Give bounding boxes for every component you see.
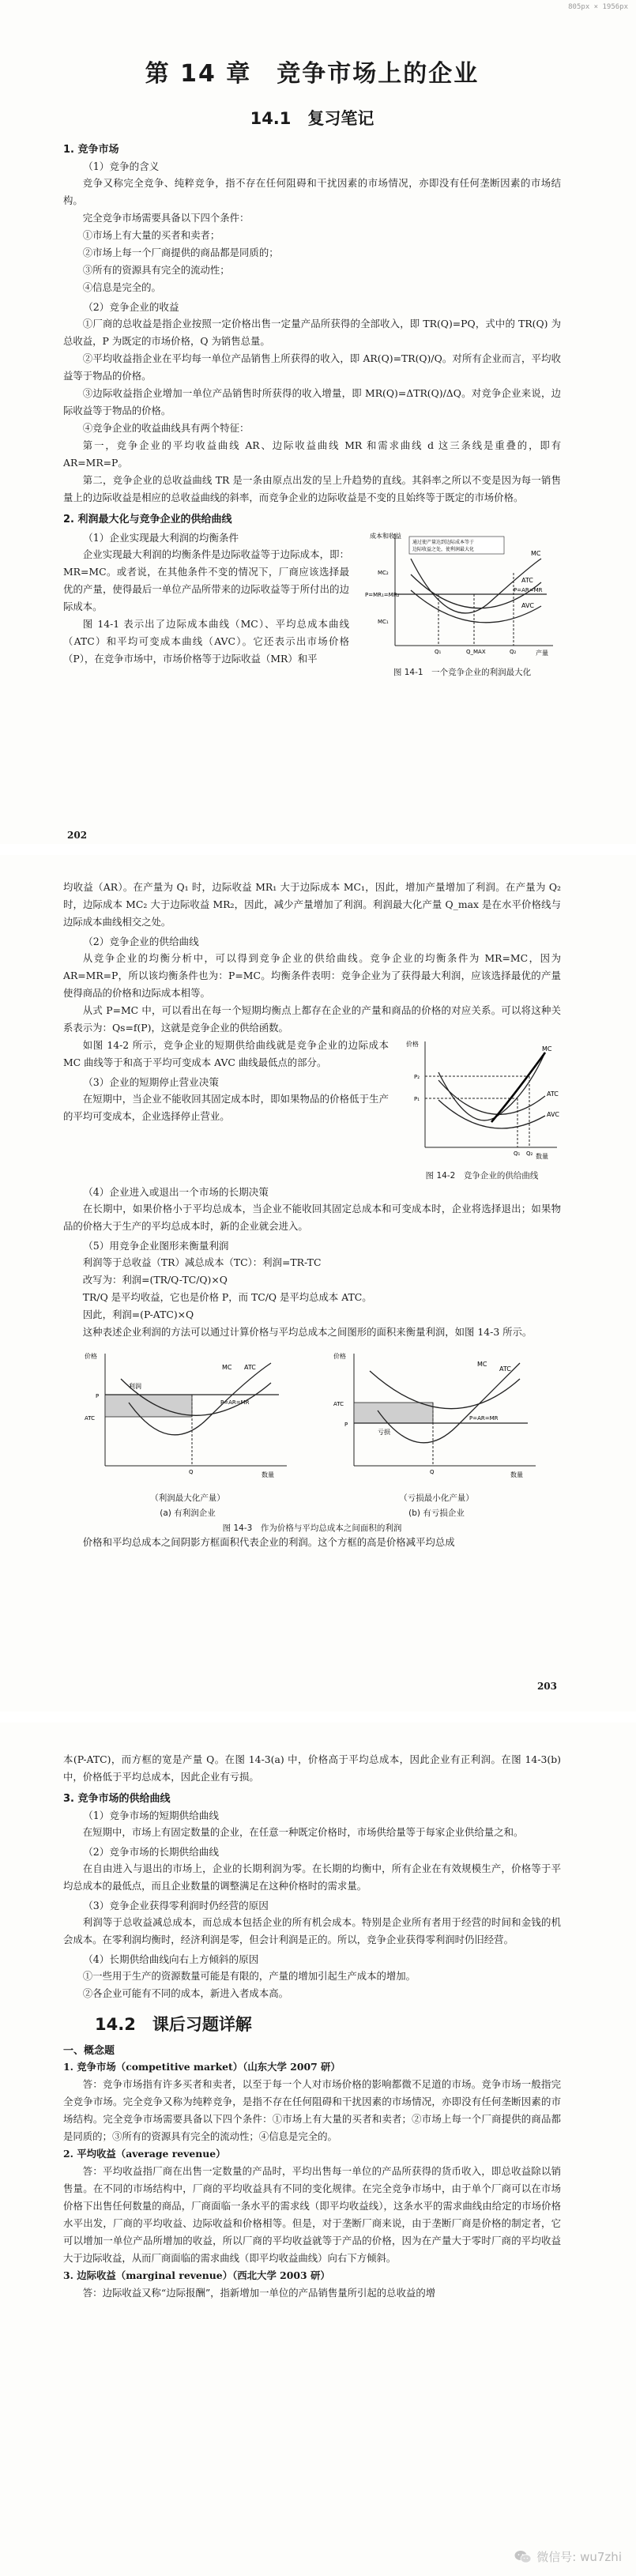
paragraph-fig1-description: 图 14-1 表示出了边际成本曲线（MC）、平均总成本曲线（ATC）和平均可变成本曲线（AVC）。它还表示出市场价格（P），在竞争市场中，市场价格等于边际收益（MR）和平 xyxy=(63,618,349,665)
figure-14-1-caption: 图 14-1 一个竞争企业的利润最大化 xyxy=(393,668,532,677)
profit-max-graph xyxy=(363,527,561,660)
condition-4: ④信息是完全的。 xyxy=(82,281,161,293)
svg-text:数量: 数量 xyxy=(261,1471,274,1478)
svg-text:P=AR=MR: P=AR=MR xyxy=(220,1399,250,1406)
svg-text:MC: MC xyxy=(542,1045,552,1053)
concept-1-term: 1. 竞争市场（competitive market）（山东大学 2007 研） xyxy=(63,2061,341,2073)
paragraph-profit-condition: 企业实现最大利润的均衡条件是边际收益等于边际成本，即：MR=MC。或者说，在其他条件不变的情况下，厂商应该选择最优的产量，使得最后一单位产品所带来的边际收益等于所付出的边际成本。 xyxy=(63,548,349,612)
svg-text:数量: 数量 xyxy=(510,1471,523,1478)
svg-text:MC: MC xyxy=(476,1361,487,1368)
paragraph-supply-2: 从式 P=MC 中，可以看出在每一个短期均衡点上都存在企业的产量和商品的价格的对应关系。可以将这种关系表示为：Qs=f(P)，这就是竞争企业的供给函数。 xyxy=(63,1004,561,1034)
paragraph-profit-eq-1: 利润等于总收益（TR）减总成本（TC）：利润=TR-TC xyxy=(82,1256,322,1268)
svg-text:MC: MC xyxy=(221,1364,231,1371)
section-title-review: 14.1 复习笔记 xyxy=(250,109,374,128)
svg-text:Q: Q xyxy=(429,1469,435,1475)
svg-text:P: P xyxy=(95,1393,99,1399)
heading-upward-slope: （4）长期供给曲线向右上方倾斜的原因 xyxy=(83,1953,259,1965)
section-title-exercises: 14.2 课后习题详解 xyxy=(95,2015,252,2034)
svg-text:边际收益之处，使利润最大化: 边际收益之处，使利润最大化 xyxy=(412,547,475,552)
svg-text:Q₂: Q₂ xyxy=(526,1151,533,1157)
svg-text:通过使产量达到边际成本等于: 通过使产量达到边际成本等于 xyxy=(412,540,475,545)
heading-short-run-supply: （1）竞争市场的短期供给曲线 xyxy=(83,1810,219,1821)
heading-firm-supply-curve: （2）竞争企业的供给曲线 xyxy=(83,936,199,947)
wechat-watermark xyxy=(514,2548,622,2565)
wechat-icon xyxy=(514,2550,532,2564)
svg-text:价格: 价格 xyxy=(406,1041,419,1048)
paragraph-entry-exit: 在长期中，如果价格小于平均总成本，当企业不能收回其固定总成本和可变成本时，企业将选择退出；如果物品的价格大于生产的平均总成本时，新的企业就会进入。 xyxy=(63,1203,561,1232)
heading-profit-max: （1）企业实现最大利润的均衡条件 xyxy=(83,532,239,544)
figure-14-3b-sub: （亏损最小化产量） xyxy=(399,1493,474,1503)
concept-1-answer: 答：竞争市场指有许多买者和卖者，以至于每一个人对市场价格的影响都微不足道的市场。竞争市场一般指完全竞争市场。完全竞争又称为纯粹竞争，是指不存在任何阻碍和干扰因素的市场情况，亦即没有任何垄断因素的市场结构。完全竞争市场需要具备以下四个条件：①市场上有大量的买者和卖者；②市场上每一个厂商提供的商品都是同质的；③所有的资源具有完全的流动性；④信息是完全的。 xyxy=(63,2078,561,2142)
figure-14-3 xyxy=(63,1347,561,1519)
textbook-page-204 xyxy=(0,1723,636,2576)
svg-text:P=AR=MR: P=AR=MR xyxy=(514,587,543,593)
paragraph-short-run: 在短期中，市场上有固定数量的企业，在任意一种既定价格时，市场供给量等于每家企业供给量之和。 xyxy=(82,1826,524,1838)
svg-text:MC₂: MC₂ xyxy=(378,570,389,576)
svg-text:AVC: AVC xyxy=(547,1111,560,1118)
svg-text:MC: MC xyxy=(531,550,541,557)
svg-text:AVC: AVC xyxy=(521,602,535,609)
svg-text:P=MR₁=MR₂: P=MR₁=MR₂ xyxy=(365,592,400,598)
svg-text:ATC: ATC xyxy=(547,1090,559,1098)
heading-long-run-supply: （2）竞争市场的长期供给曲线 xyxy=(83,1846,219,1858)
figure-14-2-caption: 图 14-2 竞争企业的供给曲线 xyxy=(425,1171,539,1181)
paragraph-profit-eq-5: 这种表述企业利润的方法可以通过计算价格与平均总成本之间图形的面积来衡量利润，如图 14-3 所示。 xyxy=(82,1326,533,1338)
svg-text:MC₁: MC₁ xyxy=(378,619,389,625)
figure-14-1 xyxy=(363,527,561,678)
heading-zero-profit: （3）竞争企业获得零利润时仍经营的原因 xyxy=(83,1900,269,1911)
svg-text:ATC: ATC xyxy=(521,577,533,584)
heading-meaning: （1）竞争的含义 xyxy=(83,160,160,172)
svg-text:ATC: ATC xyxy=(84,1415,95,1422)
concept-3-term: 3. 边际收益（marginal revenue）（西北大学 2003 研） xyxy=(63,2269,330,2281)
paragraph-slope-1: ①一些用于生产的资源数量可能是有限的，产量的增加引起生产成本的增加。 xyxy=(82,1970,416,1982)
heading-measure-profit: （5）用竞争企业图形来衡量利润 xyxy=(83,1240,229,1252)
paragraph-marginal-revenue: ③边际收益指企业增加一单位产品销售时所获得的收入增量，即 MR(Q)=ΔTR(Q)/ΔQ。对竞争企业来说，边际收益等于物品的价格。 xyxy=(63,387,561,416)
figure-14-3b-caption: (b) 有亏损企业 xyxy=(408,1508,465,1518)
paragraph-feature-1: 第一，竞争企业的平均收益曲线 AR、边际收益曲线 MR 和需求曲线 d 这三条线是重叠的，即有 AR=MR=P。 xyxy=(63,439,561,469)
svg-text:价格: 价格 xyxy=(333,1353,346,1360)
supply-curve-graph xyxy=(403,1037,561,1163)
paragraph-conditions: 完全竞争市场需要具备以下四个条件： xyxy=(82,212,250,224)
svg-text:产量: 产量 xyxy=(536,650,548,657)
svg-text:利润: 利润 xyxy=(128,1383,141,1390)
svg-text:Q₁: Q₁ xyxy=(435,649,442,655)
figure-14-3a-sub: （利润最大化产量） xyxy=(150,1493,225,1503)
figure-14-3a xyxy=(81,1347,295,1519)
textbook-page-203 xyxy=(0,855,636,1723)
paragraph-profit-eq-2: 改写为：利润=(TR/Q-TC/Q)×Q xyxy=(82,1274,228,1286)
svg-text:亏损: 亏损 xyxy=(377,1429,390,1436)
svg-text:ATC: ATC xyxy=(243,1364,256,1371)
paragraph-continuation: 均收益（AR）。在产量为 Q₁ 时，边际收益 MR₁ 大于边际成本 MC₁，因此，增加产量增加了利润。在产量为 Q₂ 时，边际成本 MC₂ 大于边际收益 MR₂，因此，减少产量增加了利润。利润最大化产量 Q_max 是在水平价格线与边际成本曲线相交之处。 xyxy=(63,881,561,928)
heading-entry-exit: （4）企业进入或退出一个市场的长期决策 xyxy=(83,1186,269,1198)
condition-1: ①市场上有大量的买者和卖者； xyxy=(82,229,220,241)
loss-graph xyxy=(330,1347,544,1486)
svg-text:P: P xyxy=(344,1422,348,1428)
page-gap xyxy=(0,844,636,855)
figure-14-2 xyxy=(403,1037,561,1181)
heading-competitive-market: 1. 竞争市场 xyxy=(63,144,119,156)
heading-profit-supply: 2. 利润最大化与竞争企业的供给曲线 xyxy=(63,514,232,525)
heading-revenue: （2）竞争企业的收益 xyxy=(83,301,179,313)
paragraph-slope-2: ②各企业可能有不同的成本，新进入者成本高。 xyxy=(82,1987,288,1999)
svg-text:P=AR=MR: P=AR=MR xyxy=(469,1415,499,1422)
svg-text:Q₂: Q₂ xyxy=(510,649,517,655)
heading-market-supply: 3. 竞争市场的供给曲线 xyxy=(63,1793,171,1805)
paragraph-average-revenue: ②平均收益指企业在平均每一单位产品销售上所获得的收入，即 AR(Q)=TR(Q)/Q。对所有企业而言，平均收益等于物品的价格。 xyxy=(63,352,561,382)
paragraph-feature-2: 第二，竞争企业的总收益曲线 TR 是一条由原点出发的呈上升趋势的直线。其斜率之所以不变是因为每一销售量上的边际收益是相应的总收益曲线的斜率，而竞争企业的边际收益是不变的且始终等于既定的市场价格。 xyxy=(63,474,561,503)
figure-14-3a-caption: (a) 有利润企业 xyxy=(160,1508,216,1518)
page-number: 203 xyxy=(536,1681,557,1692)
concept-3-answer: 答：边际收益又称“边际报酬”，指新增加一单位的产品销售量所引起的总收益的增 xyxy=(82,2287,436,2299)
heading-shutdown: （3）企业的短期停止营业决策 xyxy=(83,1076,219,1088)
svg-text:Q₁: Q₁ xyxy=(514,1151,521,1157)
paragraph-shutdown: 在短期中，当企业不能收回其固定成本时，即如果物品的价格低于生产的平均可变成本，企业选择停止营业。 xyxy=(63,1093,389,1122)
paragraph-long-run: 在自由进入与退出的市场上，企业的长期利润为零。在长期的均衡中，所有企业在有效规模生产，价格等于平均总成本的最低点，而且企业数量的调整满足在这种价格时的需求量。 xyxy=(63,1862,561,1892)
paragraph-zero-profit: 利润等于总收益减总成本，而总成本包括企业的所有机会成本。特别是企业所有者用于经营的时间和金钱的机会成本。在零利润均衡时，经济利润是零，但会计利润是正的。所以，竞争企业获得零利润时仍旧经营。 xyxy=(63,1916,561,1945)
svg-text:价格: 价格 xyxy=(84,1353,97,1360)
condition-2: ②市场上每一个厂商提供的商品都是同质的； xyxy=(82,247,279,258)
paragraph-after-figure: 价格和平均总成本之间阴影方框面积代表企业的利润。这个方框的高是价格减平均总成 xyxy=(82,1536,455,1548)
svg-text:Q_MAX: Q_MAX xyxy=(466,649,486,655)
paragraph-revenue-features: ④竞争企业的收益曲线具有两个特征： xyxy=(82,422,250,434)
figure-14-3b xyxy=(330,1347,544,1519)
chapter-title: 第 14 章 竞争市场上的企业 xyxy=(145,60,480,88)
paragraph-supply-1: 从竞争企业的均衡分析中，可以得到竞争企业的供给曲线。竞争企业的均衡条件为 MR=MC，因为 AR=MR=P，所以该均衡条件也为：P=MC。均衡条件表明：竞争企业为了获得最大利润，应该选择最优的产量使得商品的价格和边际成本相等。 xyxy=(63,952,561,999)
paragraph-profit-eq-4: 因此，利润=(P-ATC)×Q xyxy=(82,1309,194,1320)
heading-concepts: 一、概念题 xyxy=(63,2045,115,2057)
page-gap xyxy=(0,1712,636,1723)
svg-text:成本和收益: 成本和收益 xyxy=(370,533,401,540)
paragraph-meaning: 竞争又称完全竞争、纯粹竞争，指不存在任何阻碍和干扰因素的市场情况，亦即没有任何垄断因素的市场结构。 xyxy=(63,177,561,206)
figure-14-3-caption: 图 14-3 作为价格与平均总成本之间面积的利润 xyxy=(222,1523,402,1533)
dimension-label: 805px × 1956px xyxy=(568,3,628,11)
profit-graph xyxy=(81,1347,295,1486)
page-number: 202 xyxy=(67,830,88,841)
svg-text:P₁: P₁ xyxy=(414,1096,420,1102)
paragraph-profit-eq-3: TR/Q 是平均收益，它也是价格 P，而 TC/Q 是平均总成本 ATC。 xyxy=(82,1291,372,1303)
svg-text:P₂: P₂ xyxy=(414,1074,420,1080)
svg-text:ATC: ATC xyxy=(499,1365,511,1373)
paragraph-continuation: 本(P-ATC)，而方框的宽是产量 Q。在图 14-3(a) 中，价格高于平均总成本，因此企业有正利润。在图 14-3(b) 中，价格低于平均总成本，因此企业有亏损。 xyxy=(63,1753,561,1783)
paragraph-supply-3: 如图 14-2 所示，竞争企业的短期供给曲线就是竞争企业的边际成本 MC 曲线等于和高于平均可变成本 AVC 曲线最低点的部分。 xyxy=(63,1039,389,1068)
svg-text:ATC: ATC xyxy=(333,1401,344,1407)
textbook-page-202 xyxy=(0,0,636,855)
svg-text:数量: 数量 xyxy=(536,1153,548,1160)
condition-3: ③所有的资源具有完全的流动性； xyxy=(82,264,230,276)
svg-text:Q: Q xyxy=(188,1469,194,1475)
concept-2-term: 2. 平均收益（average revenue） xyxy=(63,2148,226,2160)
paragraph-total-revenue: ①厂商的总收益是指企业按照一定价格出售一定量产品所获得的全部收入，即 TR(Q)=PQ，式中的 TR(Q) 为总收益，P 为既定的市场价格，Q 为销售总量。 xyxy=(63,318,561,347)
concept-2-answer: 答：平均收益指厂商在出售一定数量的产品时，平均出售每一单位的产品所获得的货币收入，即总收益除以销售量。在不同的市场结构中，厂商的平均收益具有不同的变化规律。在完全竞争市场中，由于单个厂商可以在市场价格下出售任何数量的商品，厂商面临一条水平的需求线（即平均收益线），这条水平的需求曲线由给定的市场价格水平出发，厂商的平均收益、边际收益和价格相等。但是，对于垄断厂商来说，由于垄断厂商是价格的制定者，它可以增加一单位产品所增加的收益，所以厂商的平均收益就等于产品的价格，因为在产量大于零时厂商的平均收益大于边际收益，从而厂商面临的需求曲线（即平均收益曲线）向右下方倾斜。 xyxy=(63,2165,561,2264)
watermark-text: 微信号: wu7zhi xyxy=(536,2550,622,2564)
